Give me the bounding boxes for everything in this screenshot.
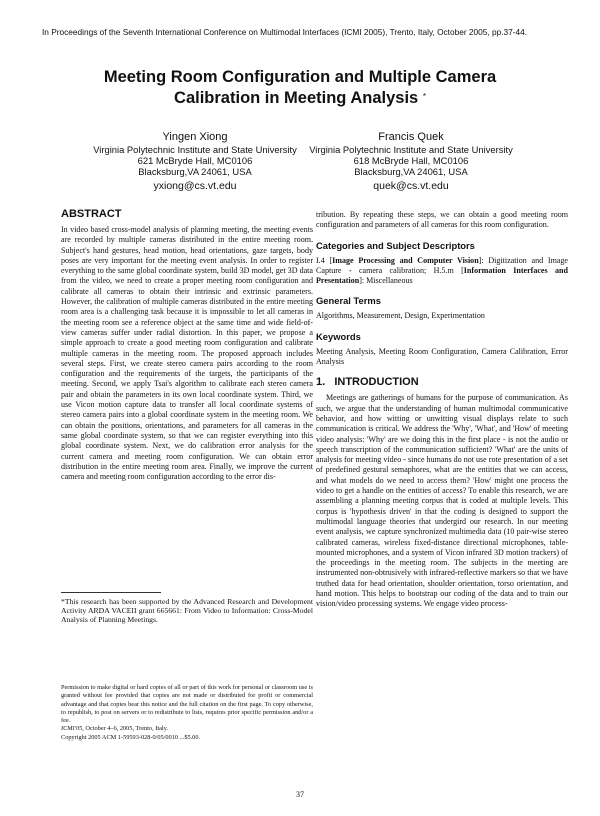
permission-notice: [61, 684, 313, 742]
categories-heading: Categories and Subject Descriptors: [316, 239, 475, 251]
author-address: 621 McBryde Hall, MC0106: [137, 155, 253, 166]
title-footnote: *This research has been supported by the Advanced Research and Development Activity ARDA VACEII grant 665661: From Video to Information: Cross-Model Analysis of Planning Meetings.: [61, 597, 313, 625]
abstract-heading: ABSTRACT: [61, 208, 122, 220]
conference-info: [61, 725, 313, 733]
conference-venue: ICMI'05,: [61, 725, 84, 733]
categories-part-2: ]: Digitization and Image Capture - camera calibration; H.5.m [: [316, 255, 568, 275]
keywords-heading: Keywords: [316, 330, 361, 342]
author-address: 618 McBryde Hall, MC0106: [353, 155, 469, 166]
page-number: 37: [296, 790, 304, 799]
abstract-text: In video based cross-model analysis of planning meeting, the meeting events are recorded by multiple cameras distributed in the entire meeting room. Subject's hand gestures, head motion, head orientations, gaze targets, body poses are very important for the meeting event analysis. In order to register everything to the same global coordinate system, build 3D model, get 3D data from the video, we need to create a proper meeting room configuration and calibrate all cameras to obtain their intrinsic and extrinsic parameters. However, the calibration of multiple cameras distributed in the entire meeting room area is a challenging task because it is impossible to let all cameras in the meeting room see a reference object at the same time and wide field-of-view cameras suffer under radial distortion. In this paper, we propose a simple approach to create a good meeting room configuration and calibrate multiple cameras in the meeting room. The proposed approach includes several steps. First, we create stereo camera pairs according to the room configuration and the requirements of the targets, the participants of the meeting. Second, we apply Tsai's algorithm to calibrate each stereo camera pair and obtain the parameters in its own local coordinate system. Third, we use Vicon motion capture data to transfer all local coordinate systems of stereo camera pairs into a global coordinate system in the meeting room. We can obtain the positions, orientations, and parameters for all cameras in the same global coordinate system, so that we can register everything into this global coordinate system. Next, we do calibration error analysis for the current camera and meeting room configuration. We can obtain error distribution in the entire meeting room area. Finally, we improve the current camera and meeting room configuration according to the error dis-: [61, 225, 313, 482]
title-footnote-mark: *: [422, 92, 426, 101]
author-block-2: [296, 131, 526, 192]
categories-text: [316, 256, 568, 287]
general-terms-text: Algorithms, Measurement, Design, Experimentation: [316, 311, 485, 321]
footnote-rule: [61, 592, 161, 593]
author-city: Blacksburg,VA 24061, USA: [138, 166, 252, 177]
abstract-continuation: tribution. By repeating these steps, we can obtain a good meeting room configuration and parameters of all cameras for this room configuration.: [316, 210, 568, 230]
author-affiliation: Virginia Polytechnic Institute and State University: [93, 144, 297, 155]
author-name: Francis Quek: [378, 131, 444, 143]
categories-part-1: I.4 [: [316, 255, 333, 265]
proceedings-header-note: In Proceedings of the Seventh International Conference on Multimodal Interfaces (ICMI 2005), Trento, Italy, October 2005, pp.37-44.: [42, 27, 528, 37]
categories-part-3: ]: Miscellaneous: [359, 276, 413, 286]
paper-title: [60, 67, 540, 109]
introduction-heading: 1. INTRODUCTION: [316, 376, 419, 389]
right-column: [316, 210, 568, 610]
categories-bold-2: Information Interfaces and Presentation: [316, 265, 568, 286]
left-column: [61, 208, 313, 482]
permission-text: Permission to make digital or hard copies of all or part of this work for personal or classroom use is granted without fee provided that copies are not made or distributed for profit or commercial advantage and that copies bear this notice and the full citation on the first page. To copy otherwise, to republish, to post on servers or to redistribute to lists, requires prior specific permission and/or a fee.: [61, 684, 313, 725]
title-line-2: Calibration in Meeting Analysis: [174, 89, 419, 107]
author-name: Yingen Xiong: [162, 131, 228, 143]
author-affiliation: Virginia Polytechnic Institute and State University: [309, 144, 513, 155]
general-terms-heading: General Terms: [316, 295, 381, 307]
copyright-line: Copyright 2005 ACM 1-59593-028-0/05/0010 ...$5.00.: [61, 733, 201, 741]
conference-date: October 4–6, 2005, Trento, Italy.: [83, 725, 168, 733]
author-block-1: [80, 131, 310, 192]
title-line-1: Meeting Room Configuration and Multiple Camera: [103, 68, 497, 86]
categories-bold-1: Image Processing and Computer Vision: [332, 255, 479, 265]
author-email: yxiong@cs.vt.edu: [153, 180, 237, 192]
keywords-text: Meeting Analysis, Meeting Room Configuration, Camera Calibration, Error Analysis: [316, 346, 568, 367]
author-email: quek@cs.vt.edu: [373, 180, 449, 192]
introduction-text: Meetings are gatherings of humans for the purpose of communication. As such, we argue that the understanding of human multimodal communicative behavior, and how witting or unwitting visual displays relate to such communication is critical. We address the 'Why', 'What', and 'How' of meeting video analysis: 'Why' are we doing this in the first place - is not the audio or speech transcription of the communication sufficient? 'What' are the units of analysis for meeting video - since humans do not use rote presentation of a set of predefined gestural semaphores, what are the entities that we can access, and what models do we need to access them? 'How' might one process the video to get a handle on the entities of access? To enable this research, we are assembling a planning meeting corpus that is coded at multiple levels. This corpus is 'hypothesis driven' in that the coding is designed to support the multimodal language theories that undergird our research. In our meeting event analysis, we capture synchronized multimedia data (10 pair-wise stereo calibrated cameras, wireless fixed-distance directional microphones, table-mounted microphones, and a system of Vicon infrared 3D motion trackers) of the proceedings in the meeting room. The subjects in the meeting are instrumented non-obtrusively with infrared-reflective markers so that we have truthed data for head orientation, shoulder orientation, torso orientation, and hand motion. This helps to bootstrap our coding of the data and to train our vision/video processing systems. We engage video process-: [316, 393, 568, 609]
author-city: Blacksburg,VA 24061, USA: [354, 166, 468, 177]
